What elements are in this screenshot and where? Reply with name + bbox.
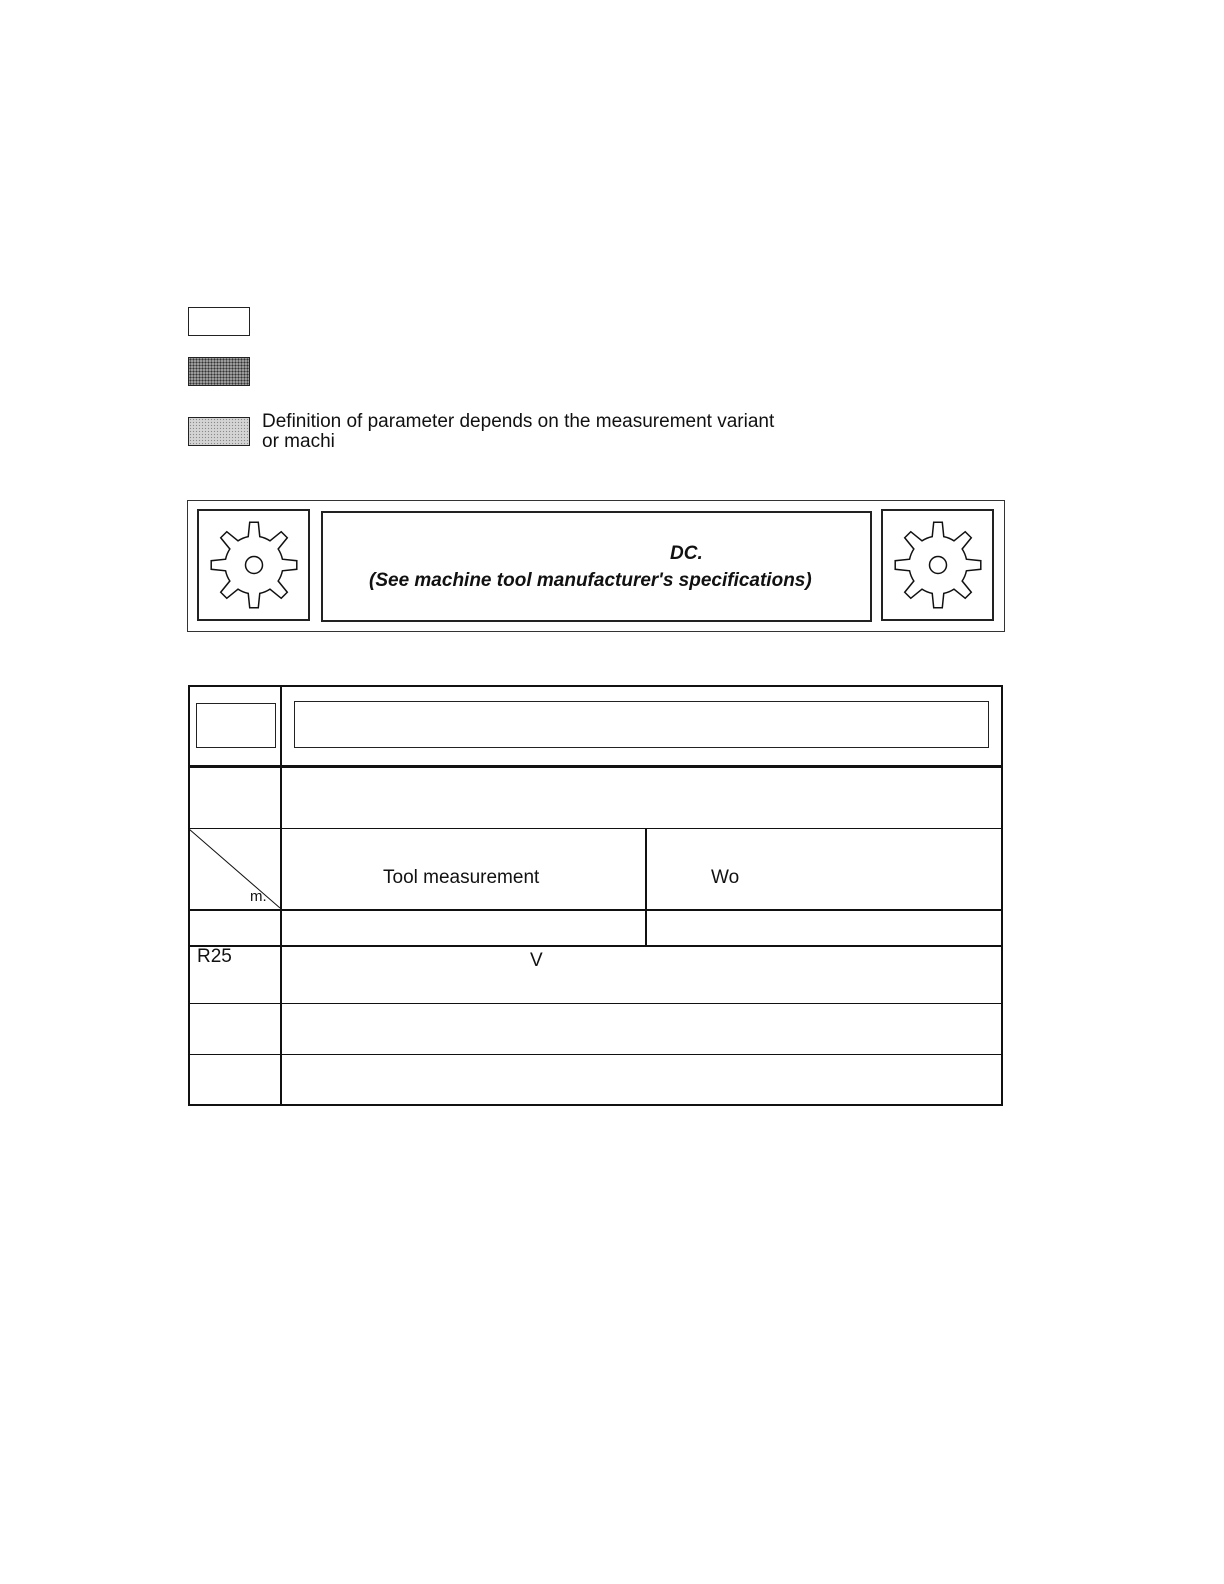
machine-data-banner (187, 500, 1005, 632)
param-name-box (294, 701, 989, 748)
diagonal-divider (188, 828, 281, 910)
banner-title: DC. (670, 543, 703, 564)
banner-note: (See machine tool manufacturer's specifications) (369, 570, 812, 591)
column-workpiece-measurement: Wo (711, 867, 740, 888)
gear-icon-frame-right (881, 509, 994, 621)
legend-box-plain (188, 307, 250, 336)
gear-icon (209, 520, 299, 610)
banner-message-box (321, 511, 872, 622)
column-tool-measurement: Tool measurement (383, 867, 540, 888)
gear-icon-frame-left (197, 509, 310, 621)
param-value: V (530, 950, 543, 971)
param-number-box (196, 703, 276, 748)
legend-box-dark-shaded (188, 357, 250, 386)
legend-description (262, 412, 774, 452)
legend-line-1: Definition of parameter depends on the measurement variant (262, 411, 775, 432)
legend-line-2: or machi (262, 431, 335, 452)
legend-box-light-shaded (188, 417, 250, 446)
parameter-table (188, 685, 1003, 1106)
param-id-r25: R25 (197, 946, 232, 967)
gear-icon (893, 520, 983, 610)
diagonal-label: m. (250, 888, 267, 905)
